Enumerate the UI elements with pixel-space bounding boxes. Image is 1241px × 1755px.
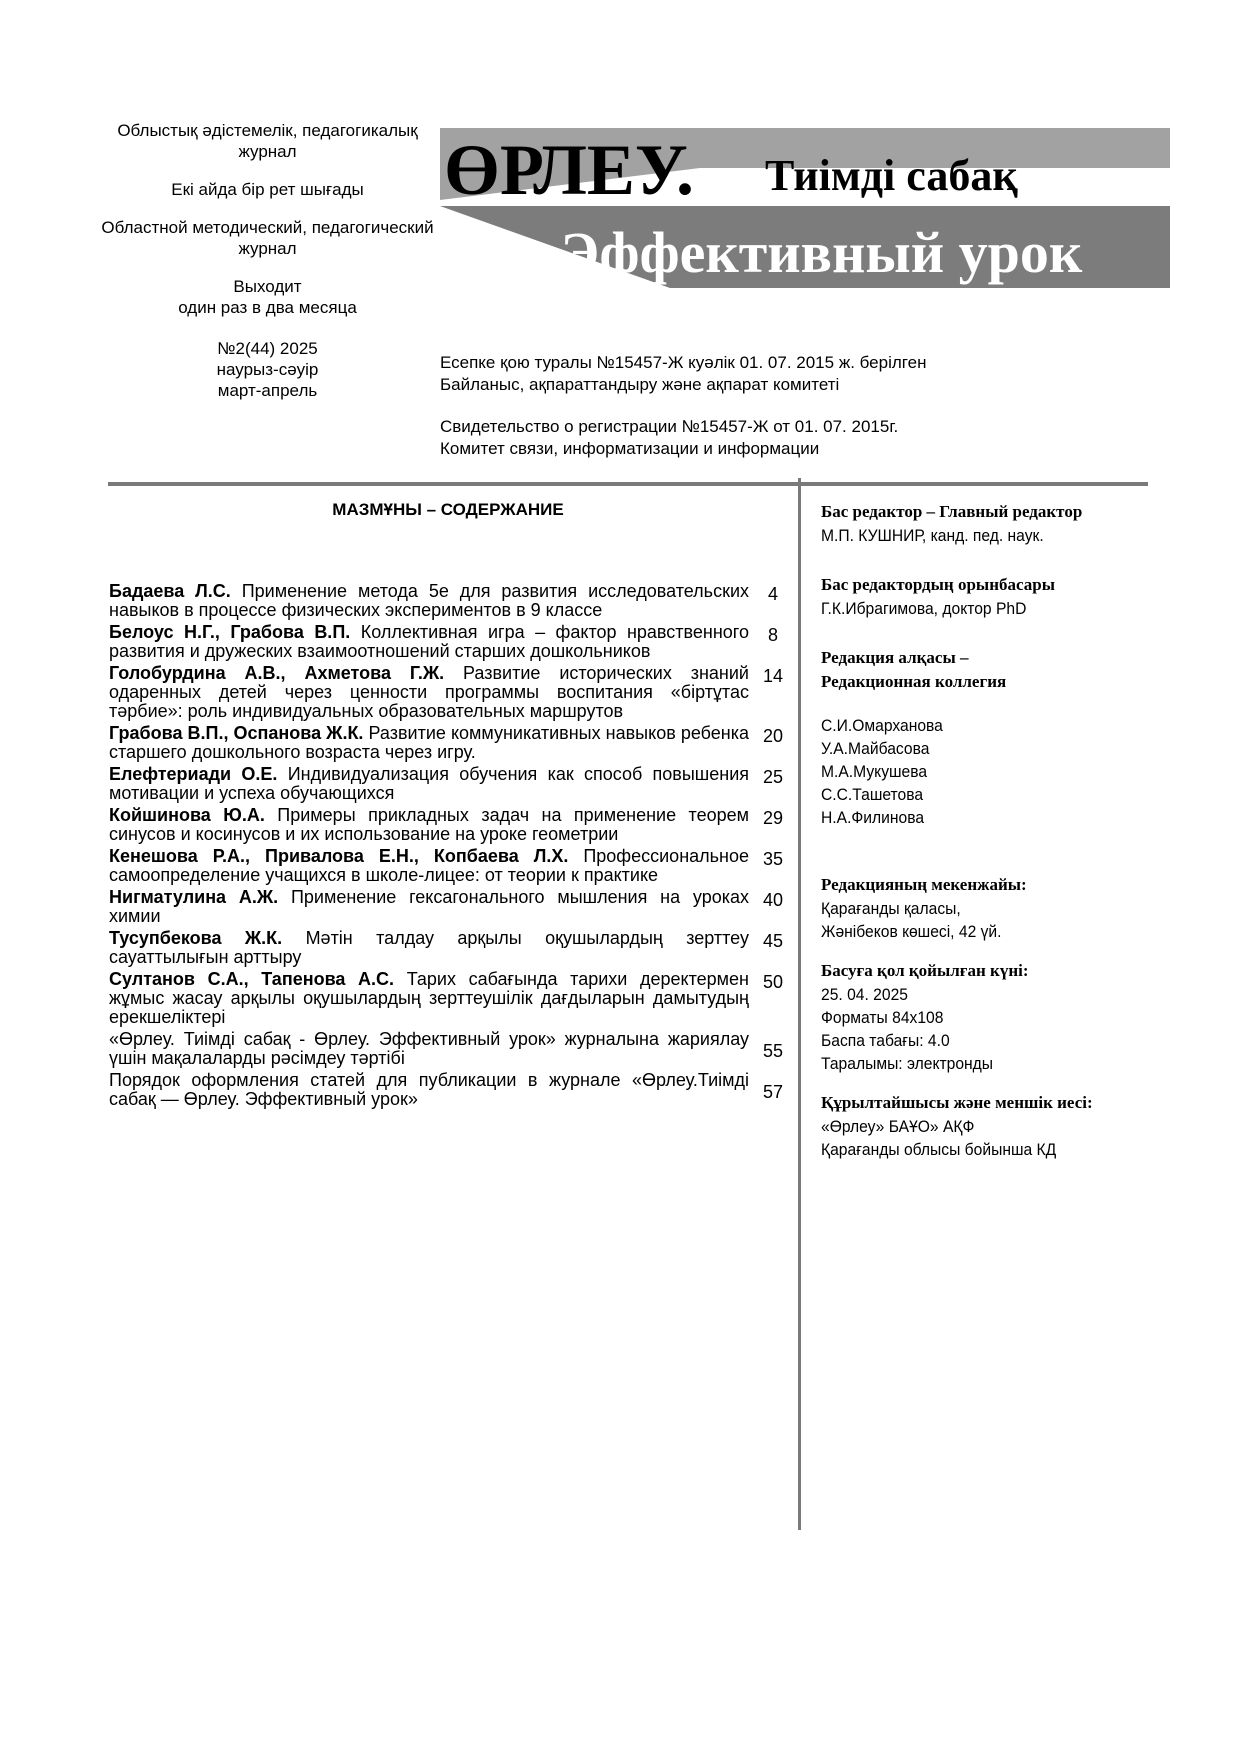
chief-editor-name: М.П. КУШНИР, канд. пед. наук. [821,526,1044,545]
registration-kz-line1: Есепке қою туралы №15457-Ж куәлік 01. 07. 2015 ж. берілген [440,353,927,372]
toc-item [109,888,799,926]
toc-item [109,847,799,885]
toc-item-title: Примеры прикладных задач на применение теорем синусов и косинусов и их использование на уроке геометрии [109,805,749,844]
toc-item-authors: Елефтериади О.Е. [109,764,278,784]
toc-item-title: Мәтін талдау арқылы оқушылардың зерттеу сауаттылығын арттыру [109,928,749,967]
toc-item-authors: Койшинова Ю.А. [109,805,265,825]
toc-item-authors: Белоус Н.Г., Грабова В.П. [109,622,351,642]
registration-kz-line2: Байланыс, ақпараттандыру және ақпарат комитеті [440,375,840,394]
toc-item-authors: Голобурдина А.В., Ахметова Г.Ж. [109,663,445,683]
toc-item-title: Применение метода 5е для развития исследовательских навыков в процессе физических экспериментов в 9 классе [109,581,749,620]
toc-item-title: Коллективная игра – фактор нравственного развития и дружеских взаимоотношений старших дошкольников [109,622,749,661]
toc-item-text [109,765,749,803]
journal-frequency-ru: Выходит один раз в два месяца [178,277,357,317]
toc-item-title: Развитие коммуникативных навыков ребенка старшего дошкольного возраста через игру. [109,723,749,762]
toc-item-text [109,929,749,967]
toc-item-page: 45 [762,931,784,951]
print-heading: Басуға қол қойылған күні: [821,961,1029,980]
toc-item-text [109,1030,749,1068]
toc-item-text [109,970,749,1027]
address-heading: Редакцияның мекенжайы: [821,875,1027,894]
toc-item-authors: Кенешова Р.А., Привалова Е.Н., Копбаева Л.Х. [109,846,569,866]
toc-item-page: 25 [762,767,784,787]
journal-logo [440,128,1170,288]
board-member: У.А.Майбасова [821,739,930,758]
deputy-editor-name: Г.К.Ибрагимова, доктор PhD [821,599,1027,618]
horizontal-divider [108,482,1148,486]
issue-info [100,338,435,401]
issue-number: №2(44) 2025 [217,339,318,358]
logo-kz-title: Тиімді сабақ [765,151,1018,200]
registration-info [440,352,1160,460]
toc-item-page: 50 [762,972,784,992]
toc-item-page: 29 [762,808,784,828]
toc-item [109,970,799,1027]
toc-item-title: Профессиональное самоопределение учащихся в школе-лицее: от теории к практике [109,846,749,885]
founder-heading: Құрылтайшысы және меншік иесі: [821,1093,1093,1112]
toc-item-authors: Тусупбекова Ж.К. [109,928,283,948]
deputy-editor-heading: Бас редактордың орынбасары [821,575,1055,594]
registration-ru-line2: Комитет связи, информатизации и информации [440,439,820,458]
toc-item [109,623,799,661]
toc-item-page: 40 [762,890,784,910]
toc-item-text [109,1071,749,1109]
toc-item-title: Тарих сабағында тарихи деректермен жұмыс жасау арқылы оқушылардың зерттеушілік дағдыларын дамытудың ерекшеліктері [109,969,749,1027]
toc-item-text [109,847,749,885]
journal-type-kz: Облыстық әдістемелік, педагогикалық журнал [117,121,418,161]
toc-item-title: Индивидуализация обучения как способ повышения мотивации и успеха обучающихся [109,764,750,803]
logo-ru-title: Эффективный урок [560,220,1083,285]
board-member: С.С.Ташетова [821,785,924,804]
board-heading-kz: Редакция алқасы – [821,648,969,667]
toc-item-page: 20 [762,726,784,746]
toc-item-title: Развитие исторических знаний одаренных детей через ценности программы воспитания «біртұтас тәрбие»: роль индивидуальных образовательных маршрутов [109,663,749,721]
toc-item-page: 55 [762,1041,784,1061]
journal-info [100,120,435,418]
board-member: С.И.Омарханова [821,716,943,735]
board-heading-ru: Редакционная коллегия [821,672,1007,691]
founder-line1: «Өрлеу» БАҰО» АҚФ [821,1117,975,1136]
logo-brand: ӨРЛЕУ. [444,130,694,210]
print-date: 25. 04. 2025 [821,985,908,1004]
toc-item-page: 14 [762,666,784,686]
toc-item-page: 35 [762,849,784,869]
print-format: Форматы 84х108 [821,1008,944,1027]
toc-item-title: «Өрлеу. Тиімді сабақ - Өрлеу. Эффективный урок» журналына жариялау үшін мақалаларды рәсімдеу тәртібі [109,1029,749,1068]
board-member: Н.А.Филинова [821,808,925,827]
address-line1: Қарағанды қаласы, [821,899,961,918]
toc-item-authors: Бадаева Л.С. [109,581,231,601]
toc-item-text [109,582,749,620]
toc-item-authors: Султанов С.А., Тапенова А.С. [109,969,395,989]
toc-item-authors: Грабова В.П., Оспанова Ж.К. [109,723,364,743]
journal-frequency-kz: Екі айда бір рет шығады [171,180,364,199]
address-line2: Жәнібеков көшесі, 42 үй. [821,922,1002,941]
toc-item-page: 4 [767,584,778,604]
toc-item-text [109,806,749,844]
board-member: М.А.Мукушева [821,762,928,781]
toc-item [109,806,799,844]
toc-item [109,724,799,762]
chief-editor-heading: Бас редактор – Главный редактор [821,502,1083,521]
toc-item-title: Применение гексагонального мышления на уроках химии [109,887,750,926]
toc-item-authors: Нигматулина А.Ж. [109,887,279,907]
board-members [821,714,1125,829]
journal-type-ru: Областной методический, педагогический журнал [101,218,434,258]
toc-item-text [109,664,749,721]
toc-item [109,664,799,721]
toc-item [109,929,799,967]
issue-months-kz: наурыз-сәуір [216,360,319,379]
toc-item [109,1071,799,1109]
toc-item [109,1030,799,1068]
toc-item-text [109,623,749,661]
registration-ru-line1: Свидетельство о регистрации №15457-Ж от 01. 07. 2015г. [440,417,899,436]
toc-item [109,765,799,803]
toc-item-page: 8 [767,625,778,645]
toc-item [109,582,799,620]
toc-item-text [109,724,749,762]
toc-item-text [109,888,749,926]
toc-item-page: 57 [762,1082,784,1102]
toc-item-title: Порядок оформления статей для публикации в журнале «Өрлеу.Тиімді сабақ — Өрлеу. Эффективный урок» [109,1070,749,1109]
print-circulation: Таралымы: электронды [821,1054,994,1073]
founder-line2: Қарағанды облысы бойынша КД [821,1140,1057,1159]
issue-months-ru: март-апрель [217,381,318,400]
print-sheets: Баспа табағы: 4.0 [821,1031,950,1050]
editorial-info [821,500,1151,1161]
table-of-contents [109,582,799,1112]
toc-title: МАЗМҰНЫ – СОДЕРЖАНИЕ [332,500,564,519]
